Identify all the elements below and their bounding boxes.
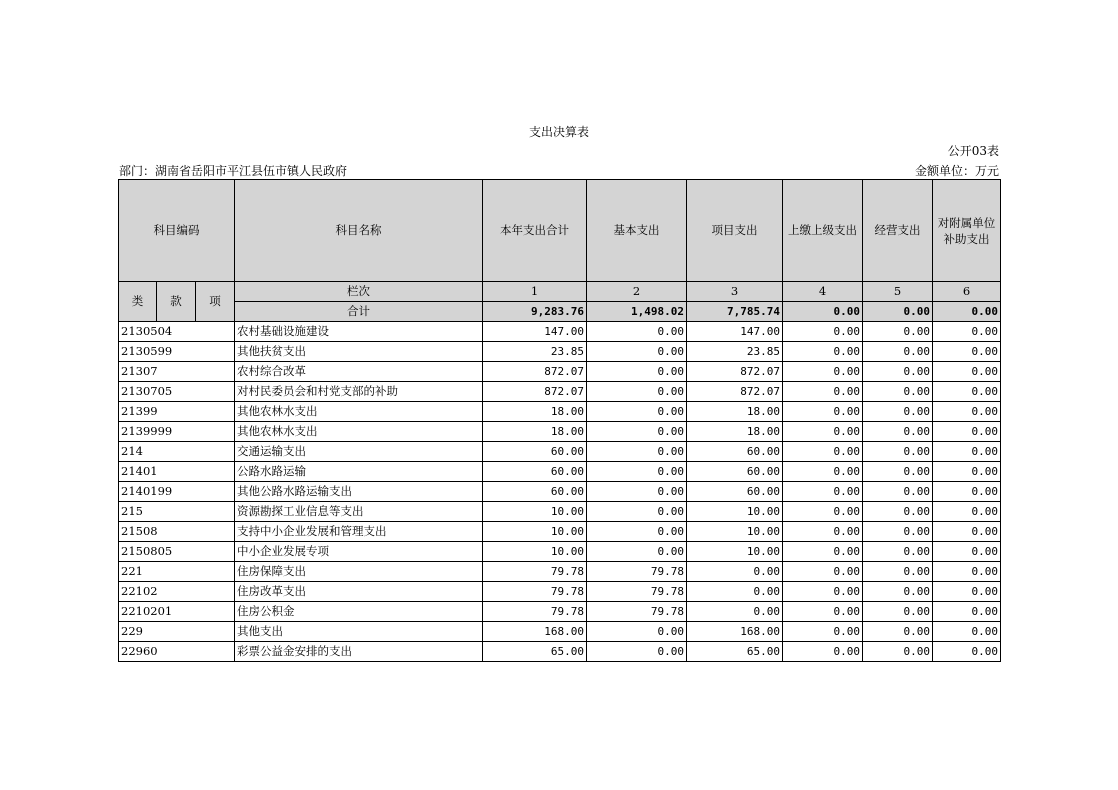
amount-cell: 0.00 bbox=[933, 402, 1001, 422]
amount-cell: 147.00 bbox=[687, 322, 783, 342]
amount-cell: 0.00 bbox=[587, 622, 687, 642]
table-row bbox=[119, 642, 1001, 662]
amount-cell: 0.00 bbox=[933, 482, 1001, 502]
amount-cell: 147.00 bbox=[483, 322, 587, 342]
amount-cell: 60.00 bbox=[483, 482, 587, 502]
amount-cell: 0.00 bbox=[933, 562, 1001, 582]
amount-cell: 0.00 bbox=[933, 582, 1001, 602]
header-lanci: 栏次 bbox=[235, 282, 483, 302]
amount-cell: 872.07 bbox=[687, 362, 783, 382]
amount-cell: 0.00 bbox=[783, 362, 863, 382]
amount-cell: 0.00 bbox=[587, 542, 687, 562]
amount-cell: 168.00 bbox=[483, 622, 587, 642]
table-row bbox=[119, 362, 1001, 382]
amount-cell: 0.00 bbox=[863, 462, 933, 482]
amount-cell: 0.00 bbox=[587, 462, 687, 482]
amount-cell: 872.07 bbox=[483, 362, 587, 382]
subject-code: 221 bbox=[119, 562, 235, 582]
col-number-4: 4 bbox=[783, 282, 863, 302]
subject-code: 21399 bbox=[119, 402, 235, 422]
amount-cell: 0.00 bbox=[783, 562, 863, 582]
subject-name: 公路水路运输 bbox=[235, 462, 483, 482]
amount-cell: 0.00 bbox=[587, 422, 687, 442]
expenditure-table bbox=[118, 179, 1001, 662]
total-value: 0.00 bbox=[863, 302, 933, 322]
amount-cell: 23.85 bbox=[483, 342, 587, 362]
amount-cell: 0.00 bbox=[587, 382, 687, 402]
header-project: 项目支出 bbox=[687, 180, 783, 282]
amount-cell: 872.07 bbox=[483, 382, 587, 402]
amount-cell: 79.78 bbox=[587, 602, 687, 622]
department-label: 部门：湖南省岳阳市平江县伍市镇人民政府 bbox=[119, 164, 348, 178]
amount-cell: 18.00 bbox=[483, 422, 587, 442]
subject-name: 其他公路水路运输支出 bbox=[235, 482, 483, 502]
subject-code: 21307 bbox=[119, 362, 235, 382]
subject-name: 其他支出 bbox=[235, 622, 483, 642]
amount-cell: 0.00 bbox=[863, 642, 933, 662]
amount-cell: 0.00 bbox=[587, 342, 687, 362]
amount-cell: 0.00 bbox=[783, 542, 863, 562]
subject-code: 2139999 bbox=[119, 422, 235, 442]
amount-cell: 0.00 bbox=[863, 482, 933, 502]
amount-cell: 0.00 bbox=[783, 422, 863, 442]
amount-cell: 0.00 bbox=[933, 382, 1001, 402]
table-row bbox=[119, 462, 1001, 482]
amount-cell: 0.00 bbox=[933, 422, 1001, 442]
subject-name: 中小企业发展专项 bbox=[235, 542, 483, 562]
amount-cell: 0.00 bbox=[863, 562, 933, 582]
amount-cell: 0.00 bbox=[863, 622, 933, 642]
total-label: 合计 bbox=[235, 302, 483, 322]
amount-cell: 0.00 bbox=[783, 582, 863, 602]
amount-cell: 10.00 bbox=[483, 502, 587, 522]
subject-name: 住房保障支出 bbox=[235, 562, 483, 582]
subject-name: 彩票公益金安排的支出 bbox=[235, 642, 483, 662]
amount-cell: 0.00 bbox=[933, 542, 1001, 562]
amount-cell: 0.00 bbox=[863, 582, 933, 602]
amount-cell: 0.00 bbox=[933, 602, 1001, 622]
amount-cell: 0.00 bbox=[863, 602, 933, 622]
amount-cell: 0.00 bbox=[863, 522, 933, 542]
amount-cell: 0.00 bbox=[933, 362, 1001, 382]
amount-cell: 79.78 bbox=[483, 582, 587, 602]
total-value: 0.00 bbox=[933, 302, 1001, 322]
subject-name: 交通运输支出 bbox=[235, 442, 483, 462]
amount-cell: 0.00 bbox=[933, 502, 1001, 522]
total-row bbox=[119, 302, 1001, 322]
amount-cell: 23.85 bbox=[687, 342, 783, 362]
amount-cell: 0.00 bbox=[687, 602, 783, 622]
total-value: 1,498.02 bbox=[587, 302, 687, 322]
amount-cell: 0.00 bbox=[863, 422, 933, 442]
subject-name: 农村基础设施建设 bbox=[235, 322, 483, 342]
table-row bbox=[119, 342, 1001, 362]
amount-cell: 0.00 bbox=[587, 362, 687, 382]
amount-cell: 0.00 bbox=[587, 482, 687, 502]
header-name: 科目名称 bbox=[235, 180, 483, 282]
table-row bbox=[119, 542, 1001, 562]
amount-cell: 0.00 bbox=[783, 482, 863, 502]
header-basic: 基本支出 bbox=[587, 180, 687, 282]
amount-cell: 0.00 bbox=[783, 502, 863, 522]
header-subsidy: 对附属单位补助支出 bbox=[933, 180, 1001, 282]
table-row bbox=[119, 622, 1001, 642]
subject-code: 22102 bbox=[119, 582, 235, 602]
amount-cell: 65.00 bbox=[687, 642, 783, 662]
amount-cell: 0.00 bbox=[783, 402, 863, 422]
amount-cell: 0.00 bbox=[587, 322, 687, 342]
amount-cell: 65.00 bbox=[483, 642, 587, 662]
column-number-row bbox=[119, 282, 1001, 302]
table-row bbox=[119, 482, 1001, 502]
amount-cell: 0.00 bbox=[587, 522, 687, 542]
amount-cell: 0.00 bbox=[863, 442, 933, 462]
subject-code: 229 bbox=[119, 622, 235, 642]
subject-code: 21401 bbox=[119, 462, 235, 482]
amount-cell: 0.00 bbox=[783, 442, 863, 462]
amount-cell: 0.00 bbox=[863, 362, 933, 382]
subject-name: 住房改革支出 bbox=[235, 582, 483, 602]
subject-name: 农村综合改革 bbox=[235, 362, 483, 382]
amount-cell: 0.00 bbox=[687, 582, 783, 602]
amount-cell: 0.00 bbox=[587, 402, 687, 422]
amount-cell: 0.00 bbox=[783, 522, 863, 542]
amount-cell: 60.00 bbox=[687, 442, 783, 462]
amount-cell: 18.00 bbox=[483, 402, 587, 422]
amount-cell: 79.78 bbox=[483, 562, 587, 582]
amount-cell: 10.00 bbox=[687, 522, 783, 542]
amount-cell: 0.00 bbox=[863, 502, 933, 522]
table-row bbox=[119, 402, 1001, 422]
table-row bbox=[119, 522, 1001, 542]
amount-cell: 0.00 bbox=[933, 442, 1001, 462]
subject-code: 2210201 bbox=[119, 602, 235, 622]
table-row bbox=[119, 562, 1001, 582]
total-value: 9,283.76 bbox=[483, 302, 587, 322]
header-kuan: 款 bbox=[157, 282, 196, 322]
amount-cell: 0.00 bbox=[863, 322, 933, 342]
subject-code: 2130504 bbox=[119, 322, 235, 342]
amount-cell: 0.00 bbox=[933, 522, 1001, 542]
header-row bbox=[119, 180, 1001, 282]
col-number-6: 6 bbox=[933, 282, 1001, 302]
table-row bbox=[119, 322, 1001, 342]
amount-cell: 0.00 bbox=[863, 542, 933, 562]
amount-cell: 0.00 bbox=[933, 462, 1001, 482]
subject-code: 22960 bbox=[119, 642, 235, 662]
subject-name: 住房公积金 bbox=[235, 602, 483, 622]
amount-cell: 0.00 bbox=[933, 322, 1001, 342]
table-row bbox=[119, 382, 1001, 402]
page-title: 支出决算表 bbox=[528, 125, 589, 139]
col-number-1: 1 bbox=[483, 282, 587, 302]
header-upper: 上缴上级支出 bbox=[783, 180, 863, 282]
amount-cell: 0.00 bbox=[783, 642, 863, 662]
amount-cell: 0.00 bbox=[933, 642, 1001, 662]
header-code: 科目编码 bbox=[119, 180, 235, 282]
subject-name: 资源勘探工业信息等支出 bbox=[235, 502, 483, 522]
amount-cell: 872.07 bbox=[687, 382, 783, 402]
header-total: 本年支出合计 bbox=[483, 180, 587, 282]
form-number: 公开03表 bbox=[947, 144, 999, 158]
amount-cell: 0.00 bbox=[587, 502, 687, 522]
table-row bbox=[119, 582, 1001, 602]
amount-cell: 0.00 bbox=[587, 642, 687, 662]
col-number-2: 2 bbox=[587, 282, 687, 302]
amount-cell: 60.00 bbox=[687, 462, 783, 482]
amount-cell: 18.00 bbox=[687, 402, 783, 422]
amount-cell: 10.00 bbox=[687, 542, 783, 562]
table-row bbox=[119, 442, 1001, 462]
amount-cell: 0.00 bbox=[587, 442, 687, 462]
amount-cell: 0.00 bbox=[863, 342, 933, 362]
amount-cell: 0.00 bbox=[687, 562, 783, 582]
subject-name: 对村民委员会和村党支部的补助 bbox=[235, 382, 483, 402]
subject-code: 215 bbox=[119, 502, 235, 522]
amount-cell: 0.00 bbox=[783, 322, 863, 342]
subject-name: 其他扶贫支出 bbox=[235, 342, 483, 362]
header-xiang: 项 bbox=[196, 282, 235, 322]
amount-cell: 79.78 bbox=[587, 582, 687, 602]
amount-cell: 10.00 bbox=[483, 522, 587, 542]
header-business: 经营支出 bbox=[863, 180, 933, 282]
amount-cell: 0.00 bbox=[783, 602, 863, 622]
amount-cell: 0.00 bbox=[863, 382, 933, 402]
subject-code: 214 bbox=[119, 442, 235, 462]
amount-cell: 0.00 bbox=[933, 342, 1001, 362]
table-row bbox=[119, 502, 1001, 522]
amount-cell: 0.00 bbox=[783, 462, 863, 482]
amount-cell: 10.00 bbox=[483, 542, 587, 562]
table-row bbox=[119, 602, 1001, 622]
subject-name: 支持中小企业发展和管理支出 bbox=[235, 522, 483, 542]
subject-code: 2140199 bbox=[119, 482, 235, 502]
subject-code: 2130705 bbox=[119, 382, 235, 402]
col-number-3: 3 bbox=[687, 282, 783, 302]
col-number-5: 5 bbox=[863, 282, 933, 302]
unit-label: 金额单位：万元 bbox=[914, 164, 999, 178]
amount-cell: 18.00 bbox=[687, 422, 783, 442]
amount-cell: 0.00 bbox=[783, 622, 863, 642]
header-lei: 类 bbox=[119, 282, 157, 322]
amount-cell: 168.00 bbox=[687, 622, 783, 642]
subject-code: 21508 bbox=[119, 522, 235, 542]
subject-name: 其他农林水支出 bbox=[235, 422, 483, 442]
amount-cell: 60.00 bbox=[687, 482, 783, 502]
subject-code: 2150805 bbox=[119, 542, 235, 562]
table-row bbox=[119, 422, 1001, 442]
amount-cell: 10.00 bbox=[687, 502, 783, 522]
amount-cell: 60.00 bbox=[483, 462, 587, 482]
amount-cell: 0.00 bbox=[933, 622, 1001, 642]
amount-cell: 60.00 bbox=[483, 442, 587, 462]
amount-cell: 0.00 bbox=[863, 402, 933, 422]
subject-code: 2130599 bbox=[119, 342, 235, 362]
amount-cell: 0.00 bbox=[783, 382, 863, 402]
total-value: 7,785.74 bbox=[687, 302, 783, 322]
total-value: 0.00 bbox=[783, 302, 863, 322]
amount-cell: 0.00 bbox=[783, 342, 863, 362]
amount-cell: 79.78 bbox=[483, 602, 587, 622]
subject-name: 其他农林水支出 bbox=[235, 402, 483, 422]
amount-cell: 79.78 bbox=[587, 562, 687, 582]
